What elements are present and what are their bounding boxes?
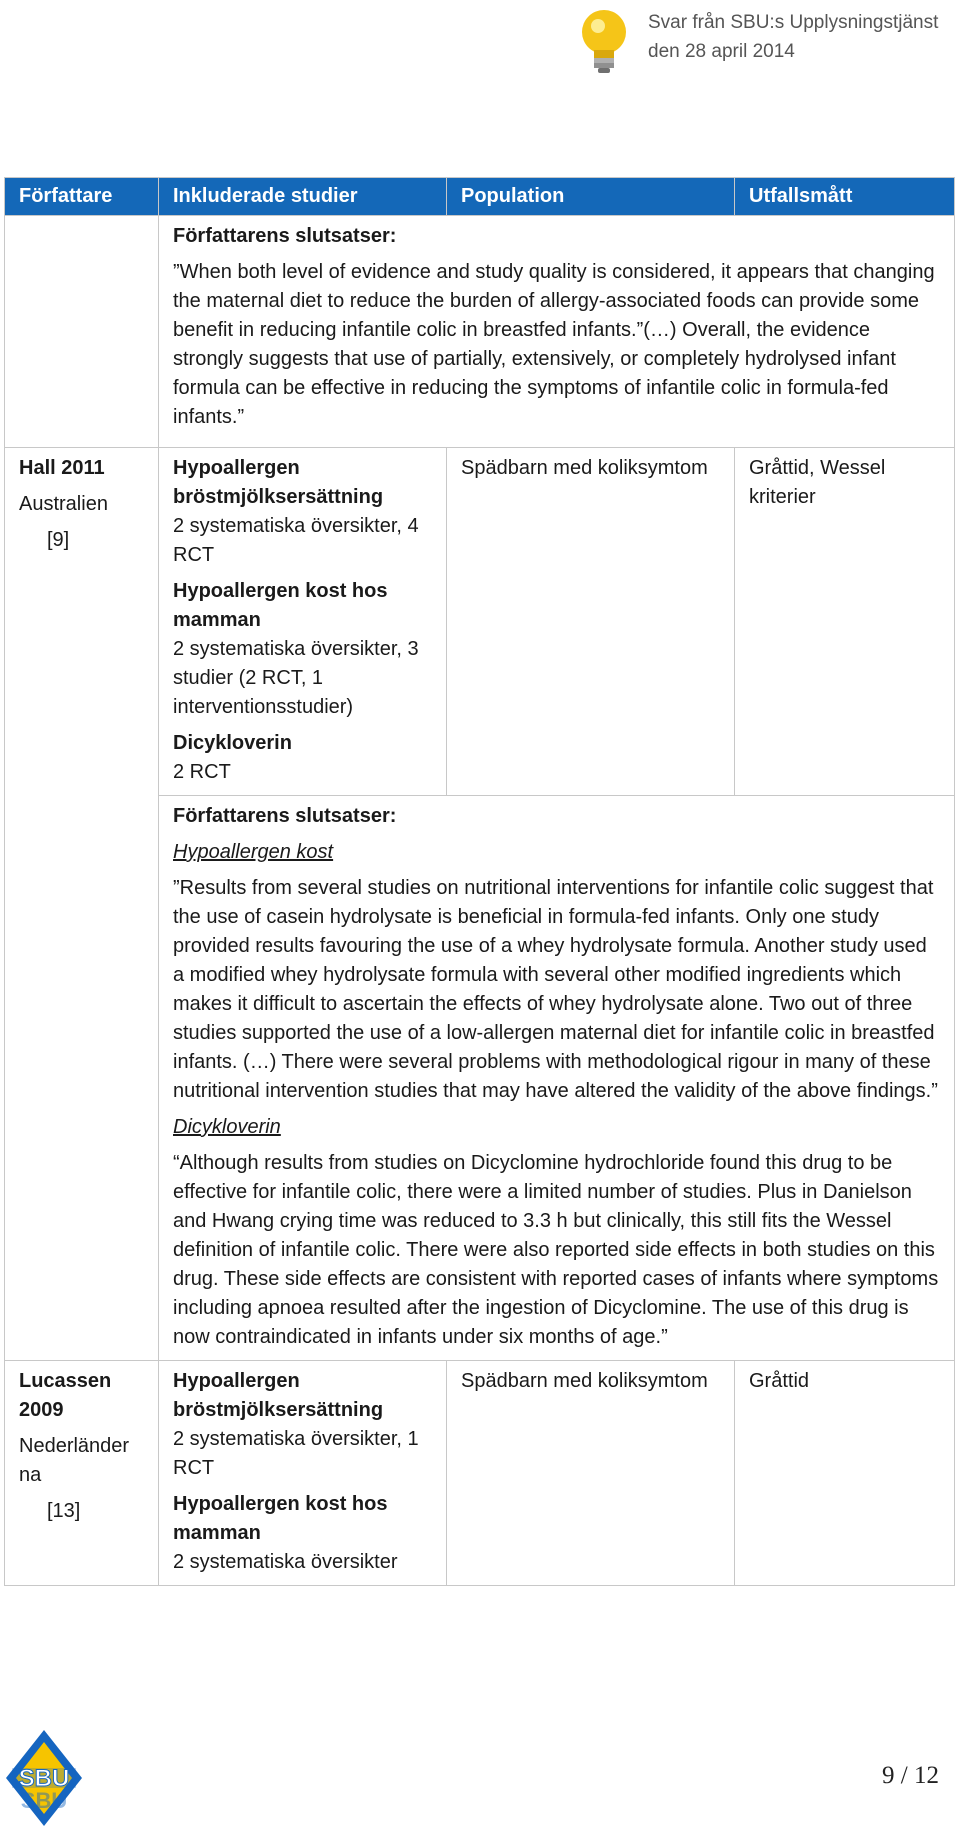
population-cell: Spädbarn med koliksymtom <box>447 448 735 796</box>
conclusion-subheading: Hypoallergen kost <box>173 841 334 863</box>
conclusion-text: ”When both level of evidence and study quality is considered, it appears that changing the maternal diet to reduce the burden of allergy-associated foods can provide some benefit in reducing infantile colic in breastfed infants.”(…) Overall, the evidence strongly suggests that use of partially, extensively, or completely hydrolysed infant formula can be effective in reducing the symptoms of infantile colic in formula-fed infants.” <box>173 261 935 428</box>
author-cell <box>5 1361 159 1586</box>
lightbulb-icon <box>576 6 632 78</box>
sbu-logo <box>4 1728 84 1832</box>
column-header-outcome: Utfallsmått <box>735 178 955 216</box>
author-cell-empty <box>5 216 159 448</box>
column-header-author: Författare <box>5 178 159 216</box>
outcome-cell: Gråttid, Wessel kriterier <box>735 448 955 796</box>
study-value: 2 systematiska översikter, 1 RCT <box>173 1428 419 1479</box>
svg-text:SBU: SBU <box>18 1765 70 1792</box>
outcome-cell: Gråttid <box>735 1361 955 1586</box>
conclusion-text: ”Results from several studies on nutritional interventions for infantile colic suggest that the use of casein hydrolysate is beneficial in formula-fed infants. Only one study provided results favouring the use of a whey hydrolysate formula. Another study used a modified whey hydrolysate formula with several other modified ingredients which makes it difficult to ascertain the effects of whey hydrolysate alone. Two out of three studies supported the use of a low-allergen maternal diet for infantile colic in breastfed infants. (…) There were several problems with methodological rigour in many of these nutritional intervention studies that may have altered the validity of the above findings.” <box>173 877 938 1102</box>
author-country: Nederländer na <box>19 1435 130 1486</box>
page-number: 9 / 12 <box>882 1762 939 1789</box>
table-header-row <box>5 178 955 216</box>
population-cell: Spädbarn med koliksymtom <box>447 1361 735 1586</box>
conclusion-subheading: Dicykloverin <box>173 1116 281 1138</box>
author-reference: [13] <box>47 1500 81 1522</box>
author-cell <box>5 448 159 1361</box>
table-row <box>5 216 955 448</box>
study-label: Hypoallergen bröstmjölksersättning <box>173 1370 384 1421</box>
table-row <box>5 448 955 796</box>
study-value: 2 systematiska översikter, 3 studier (2 RCT, 1 interventionsstudier) <box>173 638 419 718</box>
column-header-population: Population <box>447 178 735 216</box>
author-name: Lucassen 2009 <box>19 1370 112 1421</box>
header-date: den 28 april 2014 <box>648 41 795 62</box>
study-label: Hypoallergen bröstmjölksersättning <box>173 457 384 508</box>
author-country: Australien <box>19 493 108 515</box>
study-label: Hypoallergen kost hos mamman <box>173 1493 388 1544</box>
study-value: 2 systematiska översikter, 4 RCT <box>173 515 419 566</box>
author-name: Hall 2011 <box>19 457 105 479</box>
study-table <box>4 177 955 1586</box>
column-header-studies: Inkluderade studier <box>159 178 447 216</box>
study-value: 2 systematiska översikter <box>173 1551 398 1573</box>
author-reference: [9] <box>47 529 70 551</box>
svg-text:SBU: SBU <box>20 1788 68 1813</box>
studies-cell <box>159 1361 447 1586</box>
study-value: 2 RCT <box>173 761 231 783</box>
conclusion-label: Författarens slutsatser: <box>173 805 397 827</box>
table-row <box>5 1361 955 1586</box>
conclusion-label: Författarens slutsatser: <box>173 225 397 247</box>
conclusion-cell <box>159 216 955 448</box>
conclusion-cell <box>159 796 955 1361</box>
study-label: Hypoallergen kost hos mamman <box>173 580 388 631</box>
conclusion-text: “Although results from studies on Dicyclomine hydrochloride found this drug to be effective for infantile colic, there were a limited number of studies. Plus in Danielson and Hwang crying time was reduced to 3.3 h but clinically, this still fits the Wessel definition of infantile colic. There were also reported side effects in both studies on this drug. These side effects are consistent with reported cases of infants where symptoms including apnoea resulted after the ingestion of Dicyclomine. The use of this drug is now contraindicated in infants under six months of age.” <box>173 1152 939 1348</box>
document-header <box>648 8 948 66</box>
study-label: Dicykloverin <box>173 732 292 754</box>
studies-cell <box>159 448 447 796</box>
header-source: Svar från SBU:s Upplysningstjänst <box>648 12 939 33</box>
